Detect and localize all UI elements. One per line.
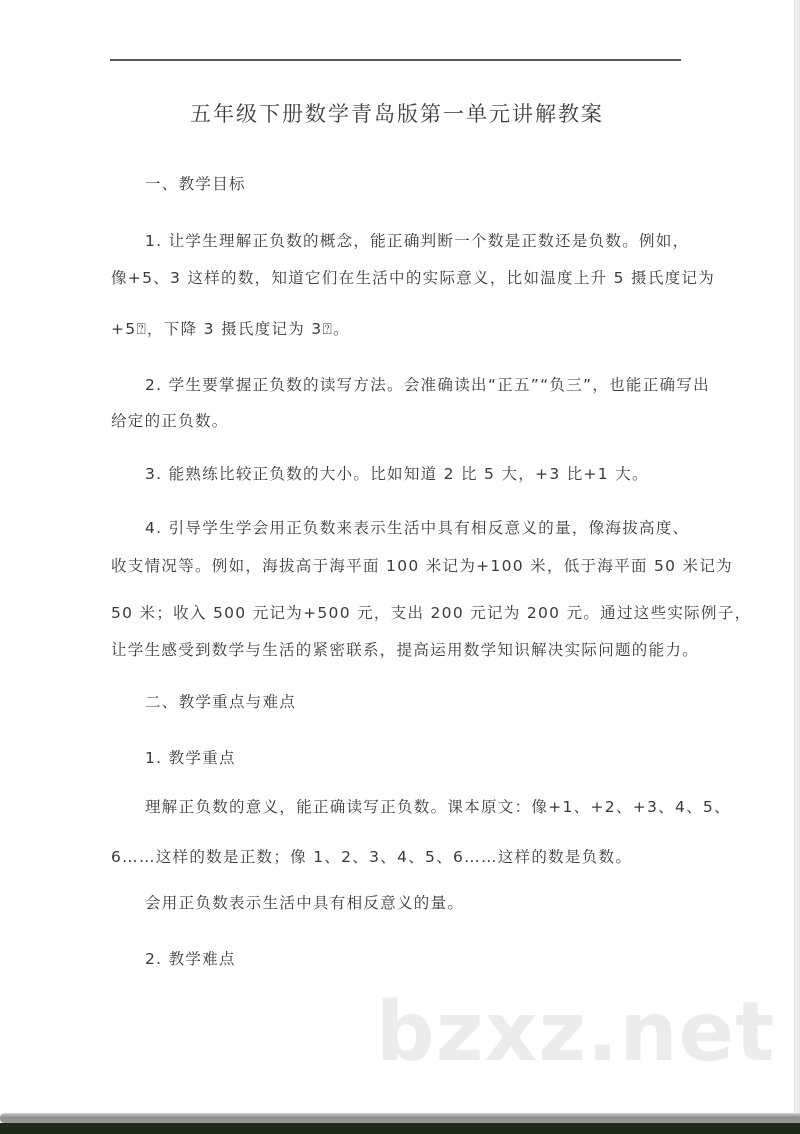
paragraph-line: 理解正负数的意义，能正确读写正负数。课本原文：像+1、+2、+3、4、5、 xyxy=(145,798,731,816)
paragraph-line: 收支情况等。例如，海拔高于海平面 100 米记为+100 米，低于海平面 50 米记为 xyxy=(111,557,733,575)
paragraph-line: 像+5、3 这样的数，知道它们在生活中的实际意义，比如温度上升 5 摄氏度记为 xyxy=(111,269,716,287)
paragraph-line: 会用正负数表示生活中具有相反意义的量。 xyxy=(145,894,465,912)
paragraph-line: 3. 能熟练比较正负数的大小。比如知道 2 比 5 大，+3 比+1 大。 xyxy=(145,465,649,483)
paragraph-line: 1. 让学生理解正负数的概念，能正确判断一个数是正数还是负数。例如， xyxy=(145,232,690,250)
subheading-key-point: 1. 教学重点 xyxy=(145,749,236,767)
paragraph-line: 50 米；收入 500 元记为+500 元，支出 200 元记为 200 元。通过这些实际例子， xyxy=(111,604,752,622)
paragraph-line: 6……这样的数是正数；像 1、2、3、4、5、6……这样的数是负数。 xyxy=(111,848,633,866)
paragraph-line: 2. 学生要掌握正负数的读写方法。会准确读出“正五”“负三”，也能正确写出 xyxy=(145,376,710,394)
paragraph-line: 给定的正负数。 xyxy=(111,412,229,430)
subheading-difficulty: 2. 教学难点 xyxy=(145,950,236,968)
paragraph-line: +5⍰，下降 3 摄氏度记为 3⍰。 xyxy=(111,320,350,338)
horizontal-scrollbar[interactable] xyxy=(0,1113,800,1123)
watermark: bzxz.net xyxy=(376,985,776,1080)
section-heading-objectives: 一、教学目标 xyxy=(145,175,246,193)
bottom-strip xyxy=(0,1123,800,1134)
paragraph-line: 4. 引导学生学会用正负数来表示生活中具有相反意义的量，像海拔高度、 xyxy=(145,519,690,537)
page-edge xyxy=(794,0,800,1113)
paragraph-line: 让学生感受到数学与生活的紧密联系，提高运用数学知识解决实际问题的能力。 xyxy=(111,641,700,659)
header-rule xyxy=(110,59,681,61)
section-heading-key-points: 二、教学重点与难点 xyxy=(145,693,297,711)
document-title: 五年级下册数学青岛版第一单元讲解教案 xyxy=(190,102,604,126)
